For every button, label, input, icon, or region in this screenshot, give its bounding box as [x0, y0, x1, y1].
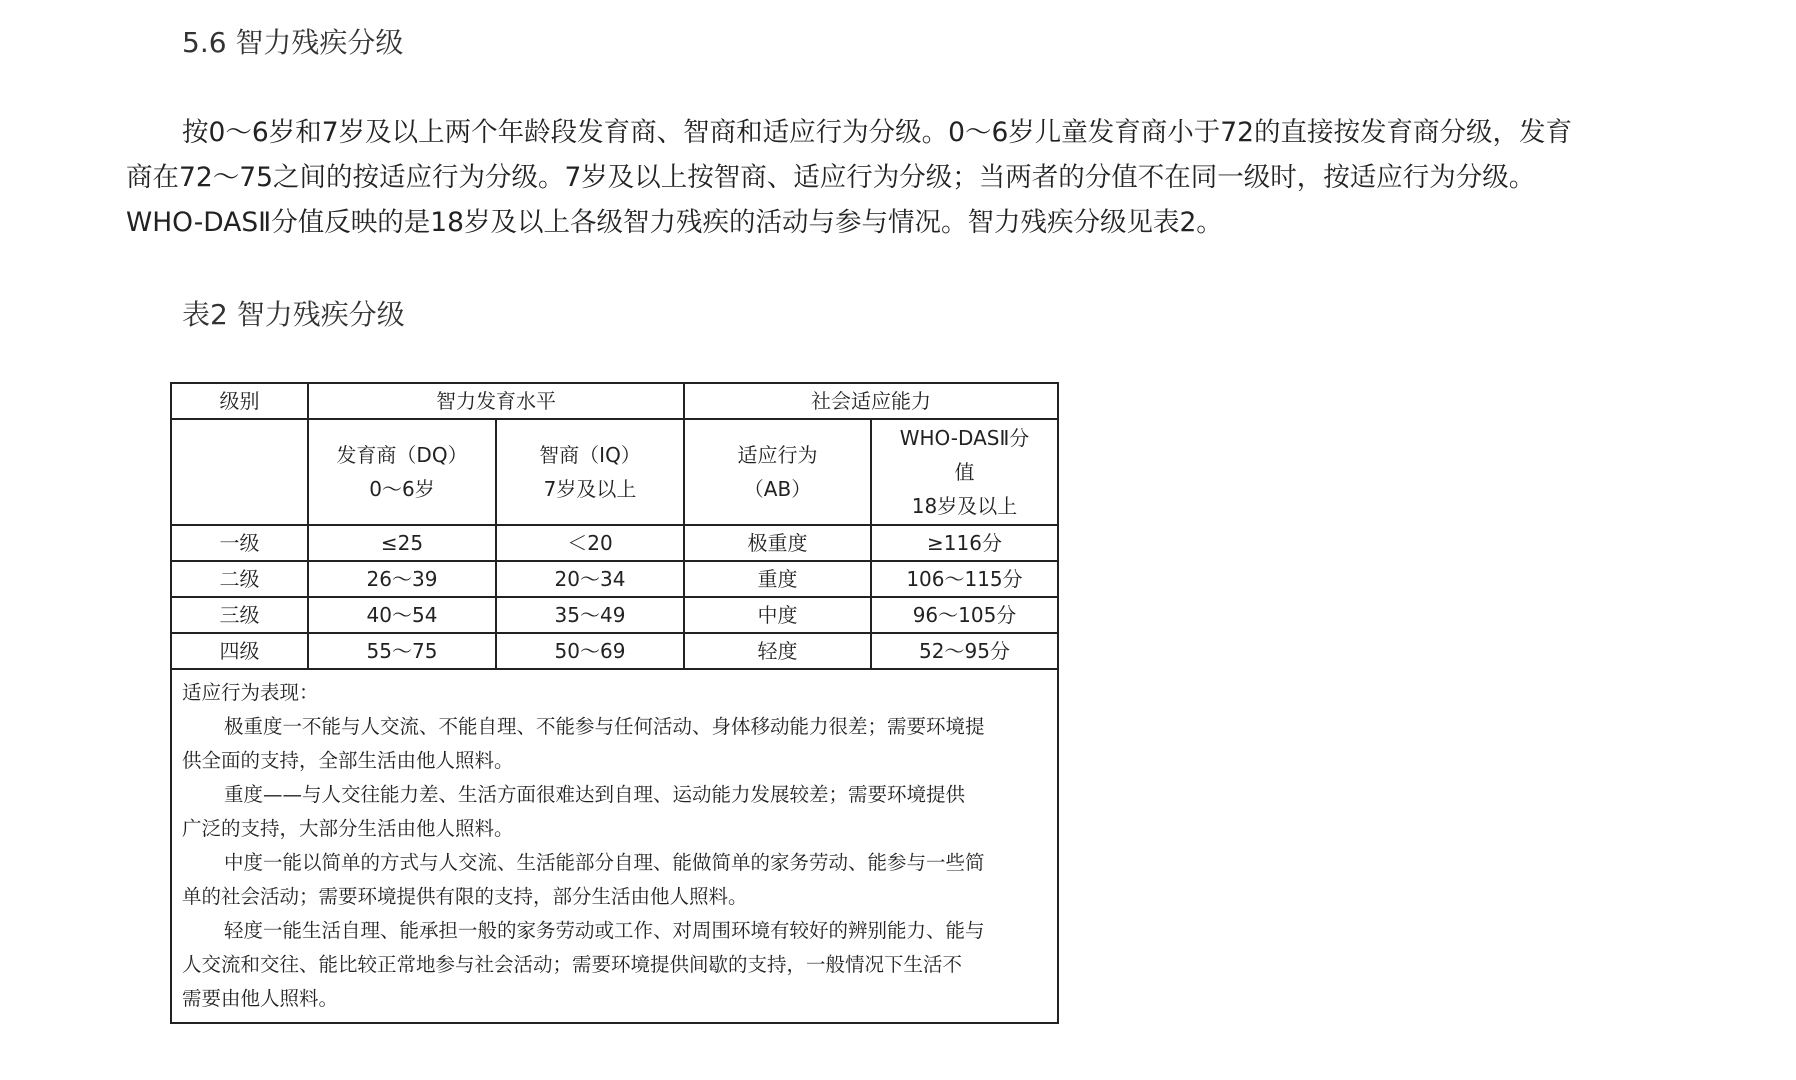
cell-iq: 20～34 [496, 561, 684, 597]
cell-dq: 26～39 [308, 561, 496, 597]
table-row [171, 525, 1058, 561]
subheader-who [871, 419, 1058, 525]
subheader-ab-line: （AB） [743, 477, 812, 501]
header-grade: 级别 [171, 383, 308, 419]
paragraph-line: 商在72～75之间的按适应行为分级。7岁及以上按智商、适应行为分级；当两者的分值不在同一级时，按适应行为分级。 [126, 162, 1536, 193]
cell-iq: ＜20 [496, 525, 684, 561]
table-caption: 表2 智力残疾分级 [182, 298, 405, 331]
notes-line: 单的社会活动；需要环境提供有限的支持，部分生活由他人照料。 [182, 885, 748, 908]
notes-line: 极重度一不能与人交流、不能自理、不能参与任何活动、身体移动能力很差；需要环境提 [224, 715, 985, 738]
cell-dq: 40～54 [308, 597, 496, 633]
subheader-dq [308, 419, 496, 525]
cell-dq: ≤25 [308, 525, 496, 561]
table-row [171, 633, 1058, 669]
cell-ab: 中度 [684, 597, 871, 633]
table-row [171, 561, 1058, 597]
cell-ab: 极重度 [684, 525, 871, 561]
notes-cell [171, 669, 1058, 1023]
cell-who: ≥116分 [871, 525, 1058, 561]
cell-ab: 重度 [684, 561, 871, 597]
cell-grade: 一级 [171, 525, 308, 561]
subheader-ab [684, 419, 871, 525]
subheader-ab-line: 适应行为 [737, 443, 818, 467]
cell-grade: 三级 [171, 597, 308, 633]
cell-dq: 55～75 [308, 633, 496, 669]
cell-iq: 35～49 [496, 597, 684, 633]
cell-who: 106～115分 [871, 561, 1058, 597]
section-heading: 5.6 智力残疾分级 [182, 26, 404, 59]
subheader-who-line: 值 [954, 460, 975, 484]
table-notes-row [171, 669, 1058, 1023]
notes-title: 适应行为表现： [182, 681, 319, 704]
cell-grade: 二级 [171, 561, 308, 597]
table-subheader-row [171, 419, 1058, 525]
cell-ab: 轻度 [684, 633, 871, 669]
subheader-dq-line: 发育商（DQ） [336, 443, 468, 467]
subheader-dq-line: 0～6岁 [369, 477, 435, 501]
cell-grade: 四级 [171, 633, 308, 669]
notes-line: 中度一能以简单的方式与人交流、生活能部分自理、能做简单的家务劳动、能参与一些简 [224, 851, 985, 874]
paragraph-line: WHO-DASⅡ分值反映的是18岁及以上各级智力残疾的活动与参与情况。智力残疾分级见表2。 [126, 207, 1223, 238]
subheader-iq-line: 智商（IQ） [539, 443, 641, 467]
notes-line: 需要由他人照料。 [182, 987, 339, 1010]
header-social: 社会适应能力 [684, 383, 1058, 419]
notes-line: 人交流和交往、能比较正常地参与社会活动；需要环境提供间歇的支持，一般情况下生活不 [182, 953, 963, 976]
table-header-row [171, 383, 1058, 419]
intro-paragraph [126, 110, 1606, 245]
notes-line: 广泛的支持，大部分生活由他人照料。 [182, 817, 514, 840]
cell-who: 96～105分 [871, 597, 1058, 633]
cell-who: 52～95分 [871, 633, 1058, 669]
header-intellectual: 智力发育水平 [308, 383, 684, 419]
subheader-iq-line: 7岁及以上 [543, 477, 637, 501]
table-row [171, 597, 1058, 633]
subheader-iq [496, 419, 684, 525]
notes-line: 重度——与人交往能力差、生活方面很难达到自理、运动能力发展较差；需要环境提供 [224, 783, 966, 806]
notes-line: 供全面的支持，全部生活由他人照料。 [182, 749, 514, 772]
subheader-who-line: WHO-DASⅡ分 [899, 426, 1030, 450]
notes-line: 轻度一能生活自理、能承担一般的家务劳动或工作、对周围环境有较好的辨别能力、能与 [224, 919, 985, 942]
subheader-who-line: 18岁及以上 [911, 494, 1018, 518]
subheader-empty [171, 419, 308, 525]
paragraph-line: 按0～6岁和7岁及以上两个年龄段发育商、智商和适应行为分级。0～6岁儿童发育商小于72的直接按发育商分级，发育 [182, 117, 1573, 148]
cell-iq: 50～69 [496, 633, 684, 669]
grade-table [170, 382, 1059, 1024]
